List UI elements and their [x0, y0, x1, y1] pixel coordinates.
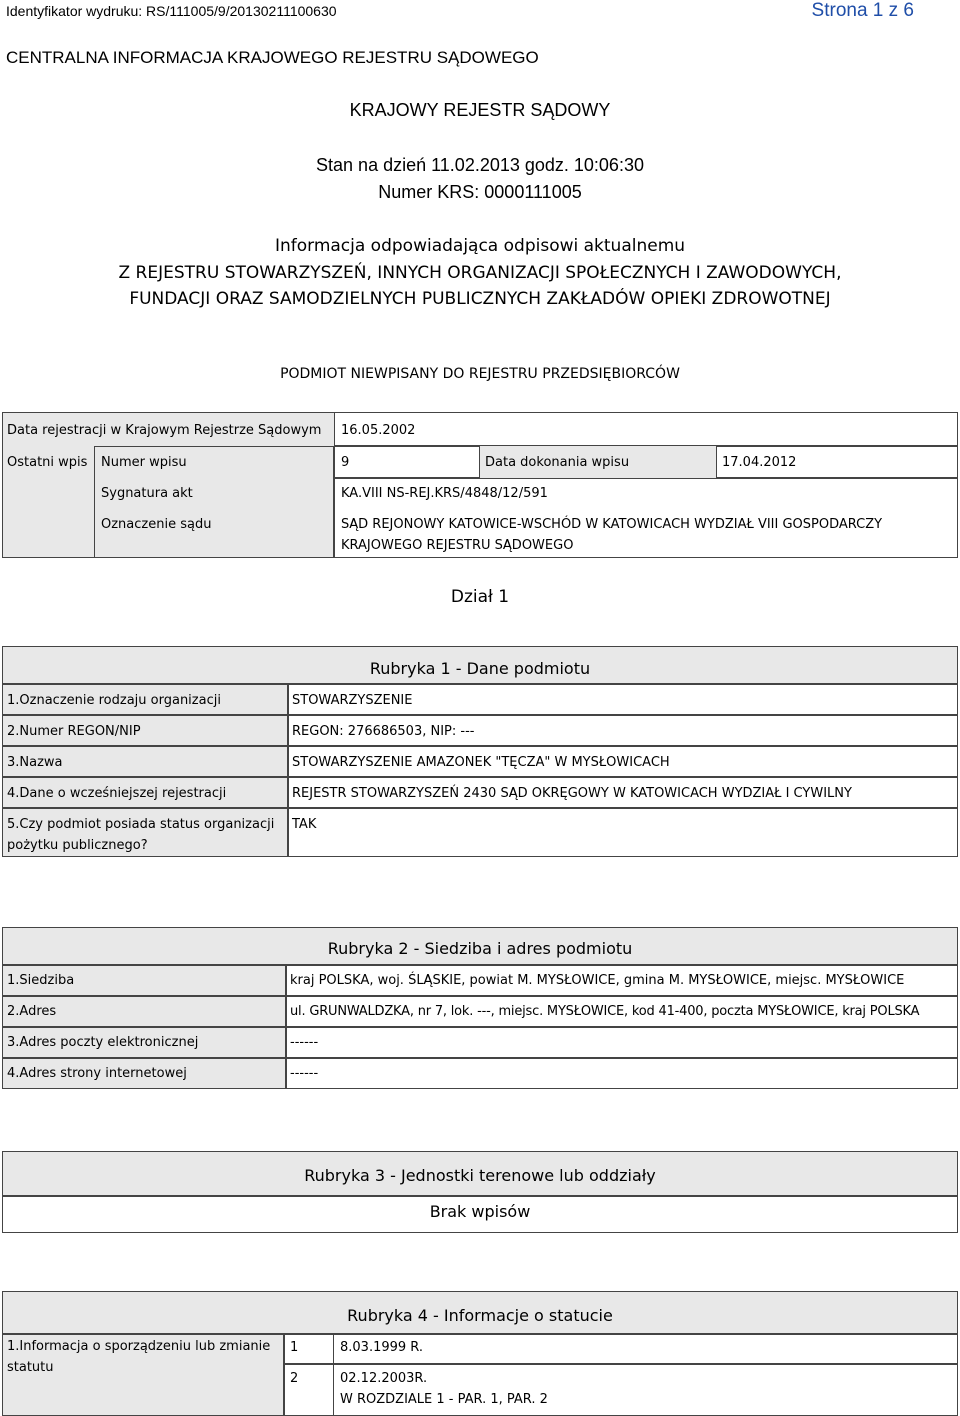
state-date: Stan na dzień 11.02.2013 godz. 10:06:30: [316, 155, 644, 175]
entry-number-label: Numer wpisu: [101, 455, 187, 470]
r1-value-cell-5: [288, 808, 958, 857]
r4-entry-2-value-line2: W ROZDZIALE 1 - PAR. 1, PAR. 2: [340, 1392, 548, 1407]
r1-label-5-line1: 5.Czy podmiot posiada status organizacji: [7, 817, 275, 832]
r2-label-1: 1.Siedziba: [7, 973, 75, 988]
info-heading-line3: FUNDACJI ORAZ SAMODZIELNYCH PUBLICZNYCH ZAKŁADÓW OPIEKI ZDROWOTNEJ: [129, 289, 831, 309]
info-heading-line1: Informacja odpowiadająca odpisowi aktualnemu: [274, 236, 686, 256]
r1-value-4: REJESTR STOWARZYSZEŃ 2430 SĄD OKRĘGOWY W KATOWICACH WYDZIAŁ I CYWILNY: [292, 786, 852, 801]
r1-value-3: STOWARZYSZENIE AMAZONEK "TĘCZA" W MYSŁOWICACH: [292, 755, 670, 770]
info-heading-line2: Z REJESTRU STOWARZYSZEŃ, INNYCH ORGANIZACJI SPOŁECZNYCH I ZAWODOWYCH,: [118, 263, 842, 283]
court-value-line1: SĄD REJONOWY KATOWICE-WSCHÓD W KATOWICACH WYDZIAŁ VIII GOSPODARCZY: [341, 517, 883, 532]
r2-value-cell-3: [286, 1027, 958, 1058]
subject-note: PODMIOT NIEWPISANY DO REJESTRU PRZEDSIĘBIORCÓW: [280, 366, 680, 382]
r4-entry-2-no: 2: [290, 1371, 299, 1386]
court-label: Oznaczenie sądu: [101, 517, 212, 532]
r1-label-4: 4.Dane o wcześniejszej rejestracji: [7, 786, 227, 801]
entry-number-value: 9: [341, 455, 350, 470]
krs-number: Numer KRS: 0000111005: [378, 182, 582, 202]
r2-label-2: 2.Adres: [7, 1004, 57, 1019]
r4-label-line1: 1.Informacja o sporządzeniu lub zmianie: [7, 1339, 271, 1354]
r1-label-2: 2.Numer REGON/NIP: [7, 724, 141, 739]
r4-entry-2-value: 02.12.2003R.: [340, 1371, 428, 1386]
print-identifier: Identyfikator wydruku: RS/111005/9/20130211100630: [6, 3, 337, 19]
entry-date-label: Data dokonania wpisu: [485, 455, 630, 470]
registration-date-value: 16.05.2002: [341, 423, 416, 438]
r2-value-4: ------: [290, 1066, 319, 1081]
rubryka2-title: Rubryka 2 - Siedziba i adres podmiotu: [327, 939, 633, 958]
registration-date-cell: [334, 412, 958, 446]
entry-no-cell: [334, 446, 480, 478]
r2-label-4: 4.Adres strony internetowej: [7, 1066, 187, 1081]
r2-value-2: ul. GRUNWALDZKA, nr 7, lok. ---, miejsc. MYSŁOWICE, kod 41-400, poczta MYSŁOWICE, kraj POLSKA: [290, 1004, 920, 1019]
r1-value-1: STOWARZYSZENIE: [292, 693, 413, 708]
r4-entry-1-no: 1: [290, 1340, 299, 1355]
registry-title: KRAJOWY REJESTR SĄDOWY: [349, 100, 611, 120]
last-entry-label: Ostatni wpis: [7, 455, 88, 470]
r2-value-1: kraj POLSKA, woj. ŚLĄSKIE, powiat M. MYSŁOWICE, gmina M. MYSŁOWICE, miejsc. MYSŁOWICE: [290, 973, 905, 988]
rubryka3-empty: Brak wpisów: [429, 1202, 531, 1221]
rubryka4-title: Rubryka 4 - Informacje o statucie: [347, 1306, 613, 1325]
r1-label-3: 3.Nazwa: [7, 755, 63, 770]
r2-label-3: 3.Adres poczty elektronicznej: [7, 1035, 199, 1050]
r1-value-2: REGON: 276686503, NIP: ---: [292, 724, 475, 739]
signature-label: Sygnatura akt: [101, 486, 193, 501]
court-value-line2: KRAJOWEGO REJESTRU SĄDOWEGO: [341, 538, 574, 553]
section-title: Dział 1: [450, 587, 510, 607]
r2-value-cell-4: [286, 1058, 958, 1089]
signature-value: KA.VIII NS-REJ.KRS/4848/12/591: [341, 486, 548, 501]
r4-label-line2: statutu: [7, 1360, 54, 1375]
r1-label-5-line2: pożytku publicznego?: [7, 838, 148, 853]
central-info-title: CENTRALNA INFORMACJA KRAJOWEGO REJESTRU SĄDOWEGO: [6, 48, 539, 67]
r4-entry-1-value: 8.03.1999 R.: [340, 1340, 423, 1355]
page-number: Strona 1 z 6: [811, 0, 914, 21]
rubryka1-title: Rubryka 1 - Dane podmiotu: [369, 659, 591, 678]
r1-value-5: TAK: [292, 817, 317, 832]
r1-label-1: 1.Oznaczenie rodzaju organizacji: [7, 693, 221, 708]
r2-value-3: ------: [290, 1035, 319, 1050]
rubryka3-title: Rubryka 3 - Jednostki terenowe lub oddziały: [304, 1166, 656, 1185]
registration-date-label: Data rejestracji w Krajowym Rejestrze Sądowym: [7, 423, 322, 438]
entry-date-value: 17.04.2012: [722, 455, 797, 470]
